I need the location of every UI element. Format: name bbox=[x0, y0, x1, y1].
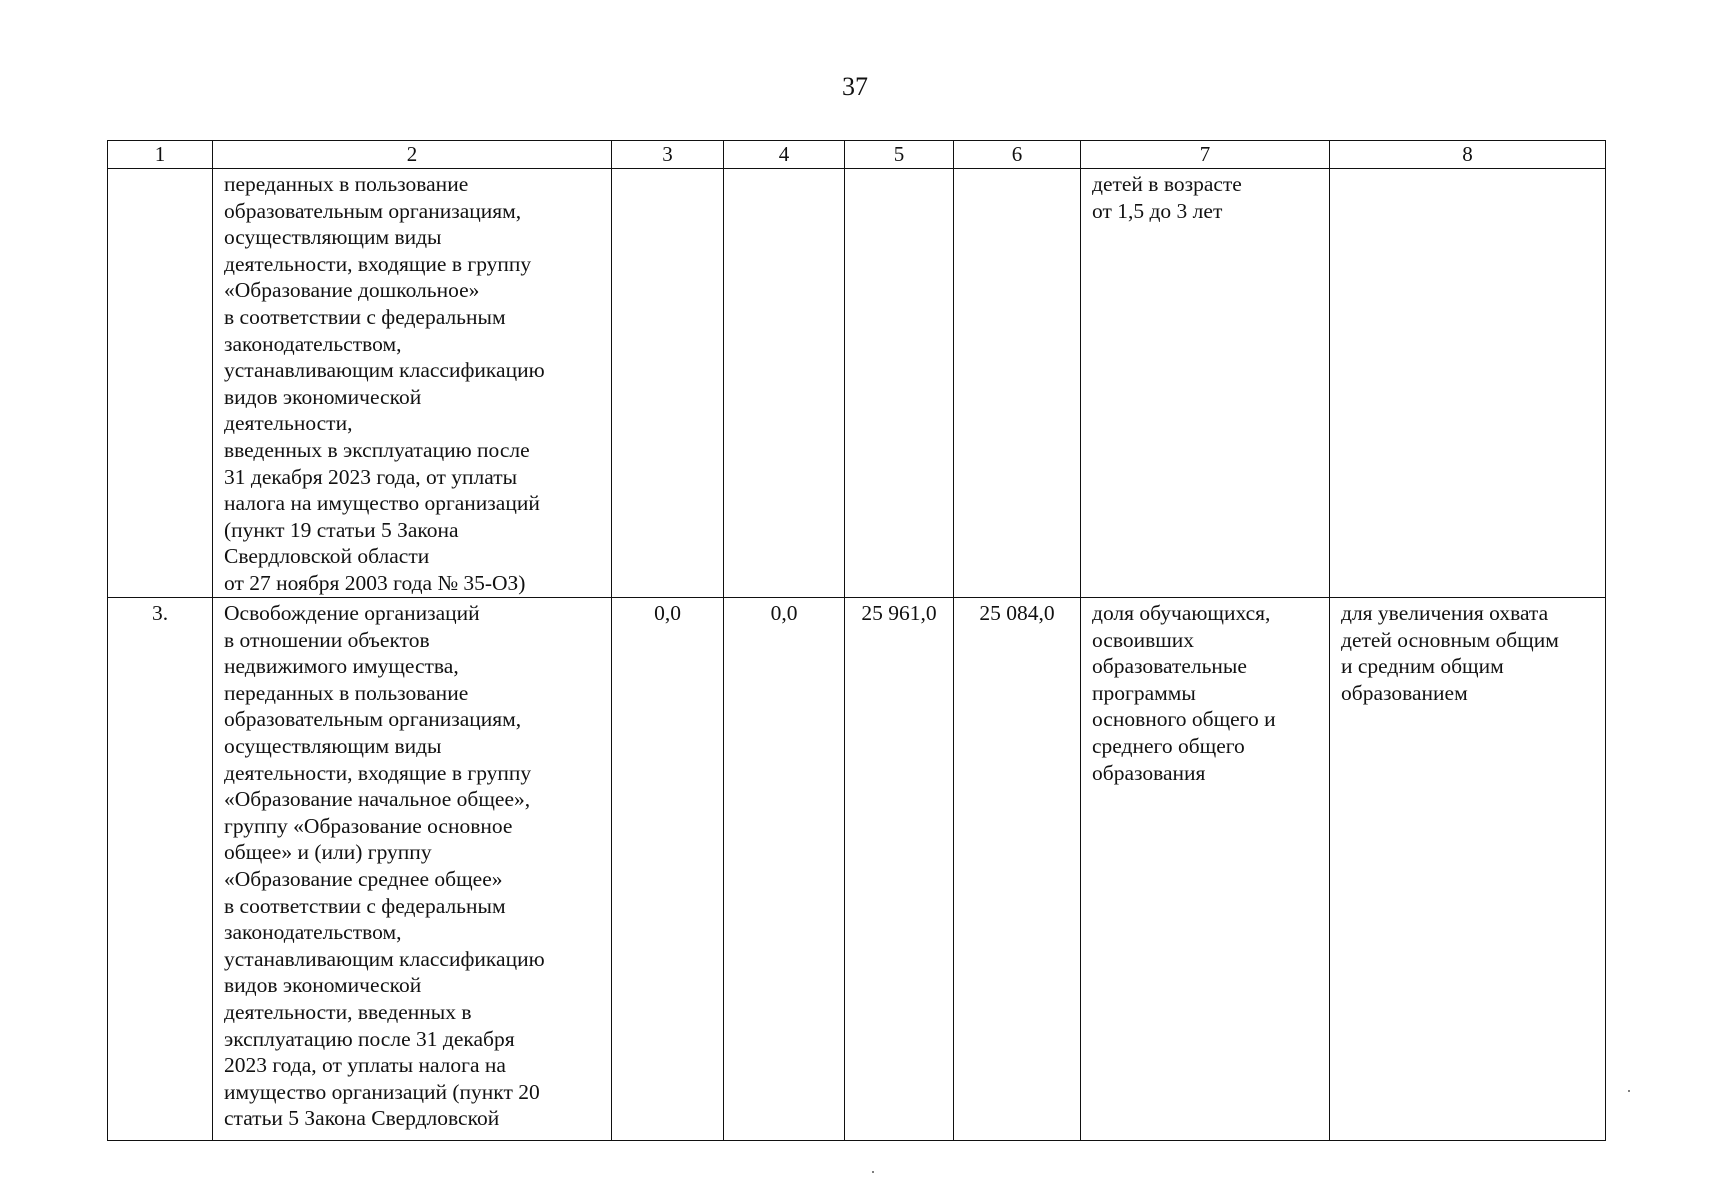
column-header: 8 bbox=[1330, 141, 1606, 169]
column-header: 5 bbox=[845, 141, 954, 169]
row-number-cell: 3. bbox=[108, 598, 213, 1141]
column-header: 6 bbox=[954, 141, 1081, 169]
table-row bbox=[108, 598, 1606, 1141]
value-cell bbox=[845, 169, 954, 598]
purpose-cell bbox=[1330, 169, 1606, 598]
value-cell: 0,0 bbox=[612, 598, 724, 1141]
indicator-cell: детей в возрасте от 1,5 до 3 лет bbox=[1081, 169, 1330, 598]
value-cell: 25 961,0 bbox=[845, 598, 954, 1141]
purpose-cell: для увеличения охвата детей основным общим и средним общим образованием bbox=[1330, 598, 1606, 1141]
benefit-description-cell: Освобождение организаций в отношении объектов недвижимого имущества, переданных в пользование образовательным организациям, осуществляющим виды деятельности, входящие в группу «Образование начальное общее», группу «Образование основное общее» и (или) группу «Образование среднее общее» в соответствии с федеральным законодательством, устанавливающим классификацию видов экономической деятельности, введенных в эксплуатацию после 31 декабря 2023 года, от уплаты налога на имущество организаций (пункт 20 статьи 5 Закона Свердловской bbox=[213, 598, 612, 1141]
value-cell bbox=[724, 169, 845, 598]
indicator-cell: доля обучающихся, освоивших образовательные программы основного общего и среднего общего образования bbox=[1081, 598, 1330, 1141]
value-cell bbox=[954, 169, 1081, 598]
table-row bbox=[108, 169, 1606, 598]
value-cell: 25 084,0 bbox=[954, 598, 1081, 1141]
column-header: 4 bbox=[724, 141, 845, 169]
row-number-cell bbox=[108, 169, 213, 598]
value-cell: 0,0 bbox=[724, 598, 845, 1141]
column-header: 3 bbox=[612, 141, 724, 169]
benefits-table bbox=[107, 140, 1606, 1141]
value-cell bbox=[612, 169, 724, 598]
column-header: 7 bbox=[1081, 141, 1330, 169]
column-header: 1 bbox=[108, 141, 213, 169]
scan-speck bbox=[872, 1171, 874, 1173]
table-header-row bbox=[108, 141, 1606, 169]
column-header: 2 bbox=[213, 141, 612, 169]
scan-speck bbox=[1628, 1090, 1630, 1092]
benefit-description-cell: переданных в пользование образовательным организациям, осуществляющим виды деятельности, входящие в группу «Образование дошкольное» в соответствии с федеральным законодательством, устанавливающим классификацию видов экономической деятельности, введенных в эксплуатацию после 31 декабря 2023 года, от уплаты налога на имущество организаций (пункт 19 статьи 5 Закона Свердловской области от 27 ноября 2003 года № 35-ОЗ) bbox=[213, 169, 612, 598]
page-number: 37 bbox=[842, 72, 868, 101]
